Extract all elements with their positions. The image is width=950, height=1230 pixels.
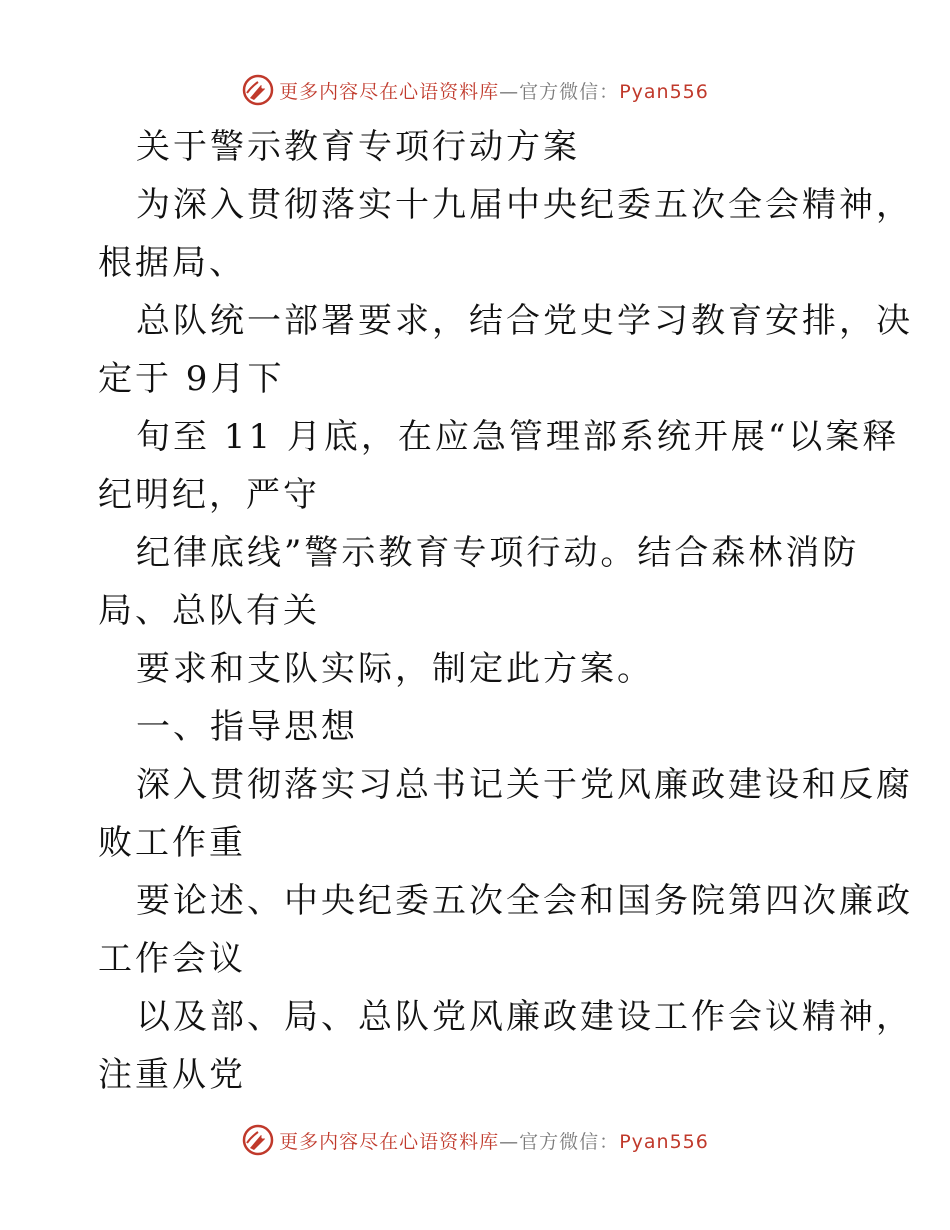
banner-wechat-id: Pyan556	[619, 80, 709, 103]
document-line: 根据局、	[98, 243, 246, 283]
document-line: 注重从党	[98, 1055, 246, 1095]
document-line: 局、总队有关	[98, 591, 320, 631]
banner-text	[279, 1127, 709, 1154]
banner-main-text: 更多内容尽在心语资料库	[279, 1130, 500, 1153]
document-line: 要论述、中央纪委五次全会和国务院第四次廉政	[136, 881, 913, 921]
document-line: 纪律底线”警示教育专项行动。结合森林消防	[136, 533, 860, 573]
document-line: 旬至 11 月底，在应急管理部系统开展“以案释	[136, 417, 900, 457]
banner-contact-label: 官方微信：	[519, 80, 620, 103]
document-line: 关于警示教育专项行动方案	[136, 127, 580, 167]
document-line: 定于 9月下	[98, 359, 285, 399]
pen-nib-logo-icon	[241, 1123, 275, 1157]
document-line: 深入贯彻落实习总书记关于党风廉政建设和反腐	[136, 765, 913, 805]
document-line: 总队统一部署要求，结合党史学习教育安排，决	[136, 301, 913, 341]
banner-main-text: 更多内容尽在心语资料库	[279, 80, 500, 103]
banner-wechat-id: Pyan556	[619, 1130, 709, 1153]
pen-nib-logo-icon	[241, 73, 275, 107]
document-line: 败工作重	[98, 823, 246, 863]
header-banner	[0, 70, 950, 110]
footer-banner	[0, 1120, 950, 1160]
document-line: 工作会议	[98, 939, 246, 979]
document-line: 要求和支队实际，制定此方案。	[136, 649, 654, 689]
document-line: 以及部、局、总队党风廉政建设工作会议精神，	[136, 997, 913, 1037]
banner-dash: —	[499, 1130, 520, 1153]
banner-contact-label: 官方微信：	[519, 1130, 620, 1153]
banner-text	[279, 77, 709, 104]
document-line: 为深入贯彻落实十九届中央纪委五次全会精神，	[136, 185, 913, 225]
banner-dash: —	[499, 80, 520, 103]
document-body	[98, 118, 913, 1104]
document-line: 纪明纪，严守	[98, 475, 320, 515]
document-line: 一、指导思想	[136, 707, 358, 747]
